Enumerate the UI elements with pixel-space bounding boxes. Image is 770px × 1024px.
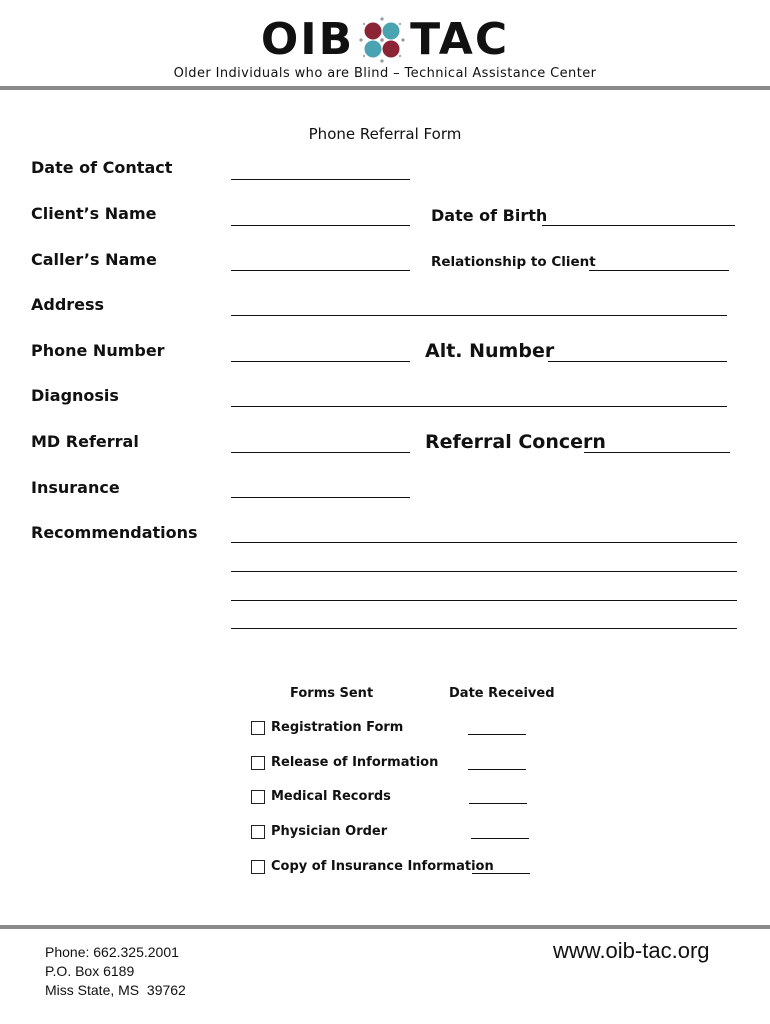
insurance-field[interactable]	[231, 497, 410, 498]
checklist-item[interactable]	[251, 720, 403, 735]
checklist-item[interactable]	[251, 755, 438, 770]
md-referral-label: MD Referral	[31, 432, 139, 451]
alt-number-label: Alt. Number	[425, 340, 555, 362]
diagnosis-label: Diagnosis	[31, 386, 119, 405]
date-received-field[interactable]	[469, 803, 527, 804]
logo-text-tac: TAC	[410, 14, 510, 65]
checklist-item[interactable]	[251, 789, 391, 804]
form-title: Phone Referral Form	[308, 125, 462, 143]
checklist-item-label: Medical Records	[271, 789, 391, 804]
relationship-field[interactable]	[589, 270, 729, 271]
date-received-field[interactable]	[468, 769, 526, 770]
clients-name-label: Client’s Name	[31, 204, 157, 223]
address-label: Address	[31, 295, 105, 314]
footer-divider	[0, 925, 770, 929]
phone-number-label: Phone Number	[31, 341, 165, 360]
date-received-field[interactable]	[471, 838, 529, 839]
website-link[interactable]: www.oib-tac.org	[553, 938, 710, 963]
callers-name-field[interactable]	[231, 270, 410, 271]
checkbox[interactable]	[251, 721, 265, 735]
logo-text-oib: OIB	[260, 14, 355, 65]
date-of-birth-field[interactable]	[542, 225, 735, 226]
logo-subtitle: Older Individuals who are Blind – Technical Assistance Center	[173, 66, 597, 81]
date-received-header: Date Received	[449, 686, 555, 701]
checklist-item[interactable]	[251, 824, 387, 839]
address-field[interactable]	[231, 315, 727, 316]
diagnosis-field[interactable]	[231, 406, 727, 407]
logo	[0, 14, 770, 81]
relationship-label: Relationship to Client	[431, 254, 596, 270]
checkbox[interactable]	[251, 860, 265, 874]
checklist-item[interactable]	[251, 859, 494, 874]
checklist-item-label: Release of Information	[271, 755, 439, 770]
checkbox[interactable]	[251, 756, 265, 770]
date-received-field[interactable]	[468, 734, 526, 735]
callers-name-label: Caller’s Name	[31, 250, 157, 269]
forms-sent-header: Forms Sent	[290, 686, 374, 701]
date-received-field[interactable]	[472, 873, 530, 874]
logo-dots-icon	[358, 16, 406, 64]
checkbox[interactable]	[251, 790, 265, 804]
recommendations-line-2[interactable]	[231, 571, 737, 572]
md-referral-field[interactable]	[231, 452, 410, 453]
checklist-item-label: Copy of Insurance Information	[271, 859, 494, 874]
checklist-item-label: Registration Form	[271, 720, 404, 735]
recommendations-line-4[interactable]	[231, 628, 737, 629]
po-box-text: P.O. Box 6189	[45, 963, 135, 979]
referral-concern-field[interactable]	[584, 452, 730, 453]
recommendations-line-1[interactable]	[231, 542, 737, 543]
referral-concern-label: Referral Concern	[425, 431, 606, 453]
date-of-contact-field[interactable]	[231, 179, 410, 180]
contact-block	[45, 943, 186, 1000]
checkbox[interactable]	[251, 825, 265, 839]
recommendations-label: Recommendations	[31, 523, 198, 542]
alt-number-field[interactable]	[548, 361, 727, 362]
city-text: Miss State, MS 39762	[45, 982, 186, 998]
logo-wordmark	[261, 14, 509, 66]
clients-name-field[interactable]	[231, 225, 410, 226]
phone-text: Phone: 662.325.2001	[45, 944, 179, 960]
date-of-birth-label: Date of Birth	[431, 206, 548, 225]
checklist-item-label: Physician Order	[271, 824, 388, 839]
phone-number-field[interactable]	[231, 361, 410, 362]
date-of-contact-label: Date of Contact	[31, 158, 173, 177]
insurance-label: Insurance	[31, 478, 120, 497]
recommendations-line-3[interactable]	[231, 600, 737, 601]
header-divider	[0, 86, 770, 90]
